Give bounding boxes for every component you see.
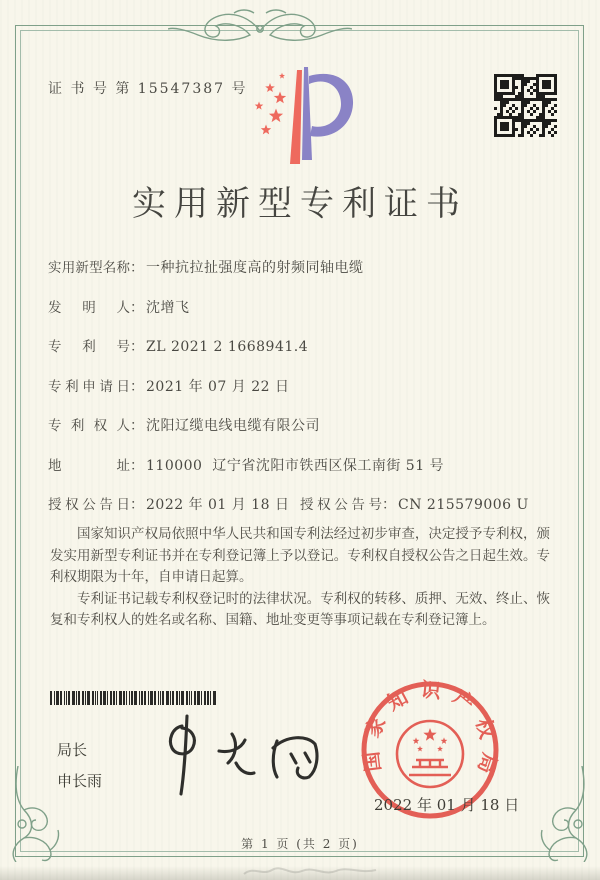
signature-handwriting [148,710,343,802]
field-label-name: 实用新型名称 [48,260,130,276]
field-colon: ： [130,418,144,434]
field-value-inventor: 沈增飞 [146,299,190,316]
field-colon: ： [130,260,144,276]
page-footer: 第 1 页 (共 2 页) [241,837,359,851]
field-value-address: 110000 辽宁省沈阳市铁西区保工南街 51 号 [146,457,445,474]
field-label-grant-no: 授权公告号 [300,497,382,513]
field-value-patentee: 沈阳辽缆电线电缆有限公司 [146,418,320,434]
field-value-name: 一种抗拉扯强度高的射频同轴电缆 [146,260,364,276]
field-label-grant-date: 授权公告日 [48,497,130,513]
field-group-grant-date [48,494,300,517]
certificate-title: 实用新型专利证书 [132,184,468,224]
field-colon: ： [130,299,144,316]
cnipa-logo-icon [246,64,358,168]
field-value-grant-no: CN 215579006 U [398,497,529,513]
field-colon: ： [130,339,144,355]
signer-block [57,735,102,797]
field-row-name [48,257,558,280]
field-colon: ： [130,378,144,395]
barcode [50,691,220,706]
field-row-address [48,455,558,478]
field-label-patent-no: 专利号 [48,339,130,355]
field-group-grant-no [300,494,529,517]
field-label-patentee: 专利权人 [48,418,130,434]
certificate-number: 证 书 号 第 15547387 号 [48,81,248,97]
field-colon: ： [130,497,144,513]
field-value-patent-no: ZL 2021 2 1668941.4 [146,339,309,355]
field-label-inventor: 发明人 [48,299,130,316]
field-colon: ： [130,457,144,474]
field-row-grant [48,494,558,517]
legal-paragraph-1: 国家知识产权局依照中华人民共和国专利法经过初步审查，决定授予专利权，颁发实用新型专利证书并在专利登记簿上予以登记。专利权自授权公告之日起生效。专利权期限为十年，自申请日起算。 [50,526,550,585]
field-colon: ： [382,497,396,513]
field-value-filing-date: 2021 年 07 月 22 日 [146,378,290,395]
legal-paragraph-2: 专利证书记载专利权登记时的法律状况。专利权的转移、质押、无效、终止、恢复和专利权人的姓名或名称、国籍、地址变更等事项记载在专利登记簿上。 [50,590,550,628]
field-row-patentee [48,415,558,438]
faint-pencil-marks [240,862,380,880]
field-row-filing-date [48,376,558,399]
national-emblem-icon [397,721,463,787]
legal-text [50,524,550,632]
field-row-inventor [48,297,558,320]
seal-agency-text: 国家知识产权局 [357,677,503,788]
field-value-grant-date: 2022 年 01 月 18 日 [146,497,290,513]
seal-date: 2022 年 01 月 18 日 [374,796,520,814]
field-label-filing-date: 专利申请日 [48,378,130,395]
field-row-patent-no [48,336,558,359]
signer-title: 局长 [57,741,88,759]
field-list [48,257,558,534]
field-label-address: 地址 [48,457,130,474]
signer-name: 申长雨 [57,772,103,790]
qr-code [494,74,557,137]
